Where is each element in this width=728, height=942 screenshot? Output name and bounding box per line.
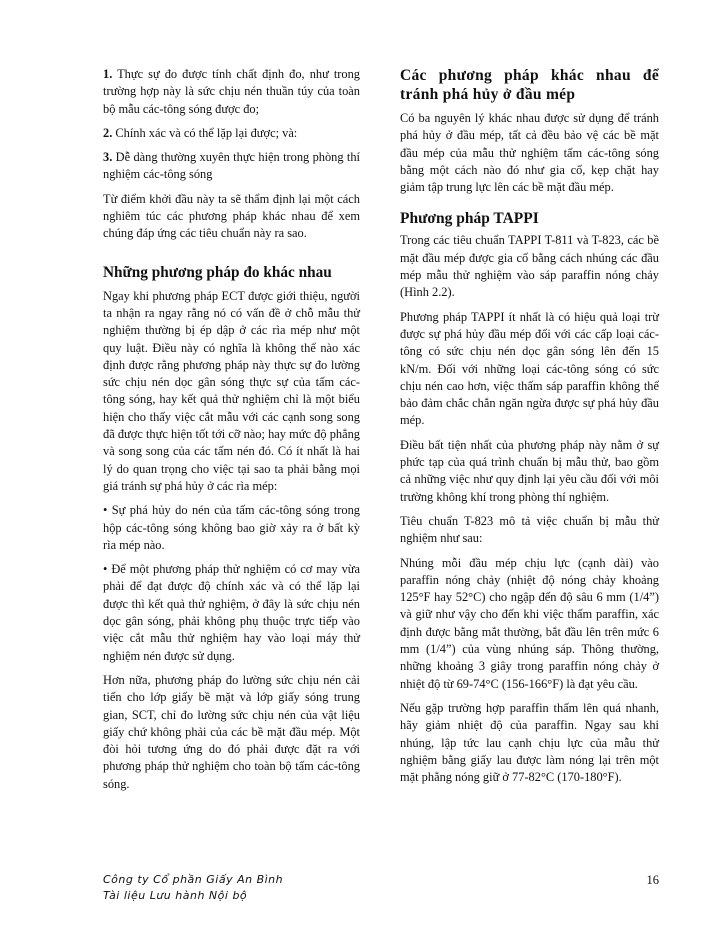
criterion-number: 1.	[103, 67, 113, 81]
criterion-number: 3.	[103, 150, 113, 165]
right-column	[400, 66, 659, 793]
page-number: 16	[646, 873, 659, 887]
criterion-text: Chính xác và có thể lặp lại được; và:	[112, 125, 298, 140]
paragraph: Phương pháp TAPPI ít nhất là có hiệu quả loại trừ được sự phá hủy đầu mép đối với các cấp loại các-tông có sức chịu nén dọc gân sóng lên đến 15 kN/m. Đối với những loại các-tông sóng có sức chịu nén cao hơn, việc thấm sáp paraffin không thể bảo đảm chắc chắn ngăn ngừa được sự phá hủy đầu mép.	[400, 309, 659, 428]
page-footer	[103, 872, 659, 904]
paragraph: Điều bất tiện nhất của phương pháp này nằm ở sự phức tạp của quá trình chuẩn bị mẫu thử, bao gồm cả những việc như quy định lại yêu cầu đối với môi trường không khí trong phòng thí nghiệm.	[400, 437, 659, 504]
criterion-text: Dễ dàng thường xuyên thực hiện trong phòng thí nghiệm các-tông sóng	[103, 150, 360, 182]
paragraph: Từ điểm khởi đầu này ta sẽ thẩm định lại một cách nghiêm túc các phương pháp khác nhau để xem chúng đáp ứng các tiêu chuẩn này ra sao.	[103, 191, 360, 241]
paragraph: Hơn nữa, phương pháp đo lường sức chịu nén cải tiến cho lớp giấy bề mặt và lớp giấy sóng trung gian, SCT, chỉ đo lường sức chịu nén của vật liệu giấy chứ không phải của các bề mặt đầu mép. Một đòi hỏi tương ứng do đó phải được đặt ra với phương pháp thử nghiệm cho toàn bộ tấm các-tông sóng.	[103, 672, 360, 791]
footer-company: Công ty Cổ phần Giấy An Bình	[103, 873, 284, 886]
paragraph: Nếu gặp trường hợp paraffin thấm lên quá nhanh, hãy giảm nhiệt độ của paraffin. Ngay sau khi nhúng, lập tức lau cạnh chịu lực của mẫu thử nghiệm bằng giấy lau được làm nóng lại trên một mặt phẳng nóng giữ ở 77-82°C (170-180°F).	[400, 700, 659, 785]
bullet-item: • Để một phương pháp thử nghiệm có cơ may vừa phải để đạt được độ chính xác và có thể lặp lại được thì kết quả thử nghiệm, ở đây là sức chịu nén dọc gân sóng, phải không phụ thuộc trực tiếp vào việc cắt mẫu thử nghiệm hay vào loại máy thử nghiệm nén được sử dụng.	[103, 562, 360, 663]
paragraph: Trong các tiêu chuẩn TAPPI T-811 và T-823, các bề mặt đầu mép được gia cố bằng cách nhúng các đầu mép mẫu thử nghiệm vào sáp paraffin nóng chảy (Hình 2.2).	[400, 233, 659, 300]
criterion-text: Thực sự đo được tính chất định đo, như trong trường hợp này là sức chịu nén thuần túy của toàn bộ mẫu các-tông sóng được đo;	[103, 67, 360, 116]
section-heading: Những phương pháp đo khác nhau	[103, 263, 332, 281]
paragraph: Tiêu chuẩn T-823 mô tả việc chuẩn bị mẫu thử nghiệm như sau:	[400, 513, 659, 546]
bullet-item: • Sự phá hủy do nén của tấm các-tông sóng trong hộp các-tông sóng không bao giờ xảy ra ở bất kỳ rìa mép nào.	[103, 503, 360, 552]
paragraph: Ngay khi phương pháp ECT được giới thiệu, người ta nhận ra ngay rằng nó có vấn đề ở chỗ mẫu thử nghiệm thường bị ép dập ở các rìa mép như một quy luật. Điều này có nghĩa là không thể nào xác định được rằng phương pháp này thực sự đo lường sức chịu nén dọc gân sóng thực sự của tấm các-tông sóng, hay kết quả thử nghiệm chỉ là một biểu hiện cho thấy việc cắt mẫu với các cạnh song song đã được thực hiện tốt tới cỡ nào; hay mức độ phẳng và song song của các tấm nén đó. Có ít nhất là hai lý do quan trọng cho việc tại sao ta phải bằng mọi giá tránh sự phá hủy ở các rìa mép:	[103, 288, 360, 493]
left-column	[103, 66, 360, 800]
section-heading: Các phương pháp khác nhau để tránh phá hủy ở đầu mép	[400, 67, 659, 103]
section-heading: Phương pháp TAPPI	[400, 210, 539, 228]
paragraph: Có ba nguyên lý khác nhau được sử dụng để tránh phá hủy ở đầu mép, tất cả đều bảo vệ các bề mặt đầu mép của mẫu thử nghiệm tấm các-tông sóng bằng một cách nào đó như gia cố, kẹp chặt hay giảm tập trung lực lên các bề mặt đầu mép.	[400, 111, 659, 195]
criterion-2	[103, 125, 360, 142]
paragraph: Nhúng mỗi đầu mép chịu lực (cạnh dài) vào paraffin nóng chảy (nhiệt độ nóng chảy khoảng 125°F hay 52°C) cho ngập đến độ sâu 6 mm (1/4”) và giữ như vậy cho đến khi việc thấm paraffin, xác định được bằng mắt thường, bắt đầu lên trên mức 6 mm (1/4”) của vùng nhúng sáp. Thông thường, những khoảng 3 giây trong paraffin nóng chảy ở nhiệt độ từ 69-74°C (156-166°F) là đạt yêu cầu.	[400, 555, 659, 691]
criterion-3	[103, 149, 360, 184]
criterion-1	[103, 66, 360, 118]
criterion-number: 2.	[103, 125, 113, 140]
footer-doc-label: Tài liệu Lưu hành Nội bộ	[103, 889, 248, 902]
